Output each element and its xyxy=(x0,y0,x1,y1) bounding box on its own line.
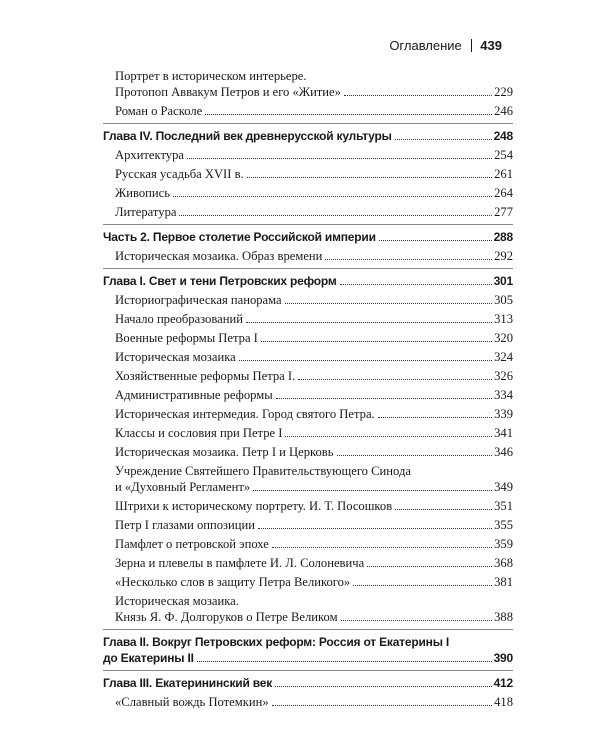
toc-entry[interactable] xyxy=(103,185,513,201)
toc-entry[interactable] xyxy=(103,292,513,308)
toc-entry[interactable] xyxy=(103,498,513,514)
toc-entry[interactable] xyxy=(103,166,513,182)
toc-chapter-entry[interactable] xyxy=(103,675,513,691)
running-header xyxy=(389,38,502,53)
toc-page-number: 229 xyxy=(494,85,513,99)
dot-leader xyxy=(272,547,492,548)
toc-entry-title: Часть 2. Первое столетие Российской империи xyxy=(103,230,376,244)
toc-section xyxy=(103,68,513,124)
toc-page-number: 305 xyxy=(494,293,513,307)
toc-entry[interactable] xyxy=(103,368,513,384)
toc-entry-title: Административные реформы xyxy=(115,388,273,402)
toc-entry[interactable] xyxy=(103,103,513,119)
toc-entry-title: Историческая интермедия. Город святого Петра. xyxy=(115,407,375,421)
toc-section xyxy=(103,128,513,225)
dot-leader xyxy=(341,620,493,621)
dot-leader xyxy=(325,259,492,260)
toc-entry[interactable] xyxy=(103,444,513,460)
toc-entry-title: Хозяйственные реформы Петра I. xyxy=(115,369,296,383)
dot-leader xyxy=(353,585,492,586)
toc-entry[interactable] xyxy=(103,330,513,346)
toc-entry[interactable] xyxy=(103,248,513,264)
dot-leader xyxy=(261,341,492,342)
toc-page-number: 390 xyxy=(493,651,513,665)
toc-entry-title: Архитектура xyxy=(115,148,184,162)
toc-chapter-entry[interactable] xyxy=(103,273,513,289)
toc-chapter-entry[interactable] xyxy=(103,650,513,666)
toc-entry-title: до Екатерины II xyxy=(103,651,194,665)
toc-entry-title: Историческая мозаика. xyxy=(115,594,239,608)
toc-page-number: 246 xyxy=(494,104,513,118)
toc-entry-title: «Славный вождь Потемкин» xyxy=(115,695,269,709)
toc-entry-title: Русская усадьба XVII в. xyxy=(115,167,244,181)
toc-page-number: 320 xyxy=(494,331,513,345)
toc-entry[interactable] xyxy=(103,574,513,590)
toc-entry-title: Историографическая панорама xyxy=(115,293,282,307)
toc-entry-title: Памфлет о петровской эпохе xyxy=(115,537,269,551)
toc-entry[interactable] xyxy=(103,536,513,552)
toc-page-number: 341 xyxy=(494,426,513,440)
toc-entry-title: Князь Я. Ф. Долгоруков о Петре Великом xyxy=(115,610,338,624)
toc-page-number: 418 xyxy=(494,695,513,709)
toc-page-number: 388 xyxy=(494,610,513,624)
toc-page-number: 355 xyxy=(494,518,513,532)
toc-section xyxy=(103,273,513,630)
toc-page-number: 264 xyxy=(494,186,513,200)
toc-page-number: 254 xyxy=(494,148,513,162)
dot-leader xyxy=(395,139,492,140)
toc-entry[interactable] xyxy=(103,479,513,495)
header-page-number: 439 xyxy=(480,38,502,53)
toc-entry[interactable] xyxy=(103,349,513,365)
toc-entry-title: Классы и сословия при Петре I xyxy=(115,426,283,440)
dot-leader xyxy=(285,436,492,437)
toc-page-number: 301 xyxy=(493,274,513,288)
toc-entry[interactable] xyxy=(103,463,513,479)
toc-entry[interactable] xyxy=(103,406,513,422)
toc-entry[interactable] xyxy=(103,517,513,533)
toc-page-number: 277 xyxy=(494,205,513,219)
toc-entry-title: Протопоп Аввакум Петров и его «Житие» xyxy=(115,85,341,99)
toc-entry[interactable] xyxy=(103,147,513,163)
header-separator xyxy=(471,39,473,52)
toc-entry[interactable] xyxy=(103,609,513,625)
toc-entry[interactable] xyxy=(103,593,513,609)
toc-page-number: 368 xyxy=(494,556,513,570)
dot-leader xyxy=(247,177,492,178)
dot-leader xyxy=(187,158,492,159)
table-of-contents xyxy=(103,68,513,718)
toc-page-number: 339 xyxy=(494,407,513,421)
toc-page-number: 292 xyxy=(494,249,513,263)
dot-leader xyxy=(344,95,492,96)
toc-entry-title: Глава II. Вокруг Петровских реформ: Россия от Екатерины I xyxy=(103,635,450,649)
toc-entry-title: Историческая мозаика xyxy=(115,350,236,364)
dot-leader xyxy=(246,322,492,323)
toc-entry-title: Глава III. Екатерининский век xyxy=(103,676,273,690)
toc-entry-title: Военные реформы Петра I xyxy=(115,331,258,345)
toc-chapter-entry[interactable] xyxy=(103,634,513,650)
dot-leader xyxy=(275,686,491,687)
toc-entry-title: Зерна и плевелы в памфлете И. Л. Солоневича xyxy=(115,556,365,570)
toc-chapter-entry[interactable] xyxy=(103,229,513,245)
toc-entry-title: Глава I. Свет и тени Петровских реформ xyxy=(103,274,337,288)
toc-chapter-entry[interactable] xyxy=(103,128,513,144)
dot-leader xyxy=(285,303,492,304)
toc-entry-title: Учреждение Святейшего Правительствующего Синода xyxy=(115,464,411,478)
toc-entry[interactable] xyxy=(103,425,513,441)
toc-entry-title: Глава IV. Последний век древнерусской культуры xyxy=(103,129,392,143)
toc-entry[interactable] xyxy=(103,84,513,100)
dot-leader xyxy=(239,360,492,361)
dot-leader xyxy=(253,490,492,491)
toc-section xyxy=(103,675,513,714)
toc-page-number: 346 xyxy=(494,445,513,459)
toc-entry-title: Литература xyxy=(115,205,177,219)
toc-entry-title: Живопись xyxy=(115,186,170,200)
toc-page-number: 313 xyxy=(494,312,513,326)
dot-leader xyxy=(378,417,492,418)
toc-entry[interactable] xyxy=(103,204,513,220)
toc-page-number: 324 xyxy=(494,350,513,364)
dot-leader xyxy=(276,398,492,399)
toc-entry-title: Роман о Расколе xyxy=(115,104,203,118)
toc-entry[interactable] xyxy=(103,68,513,84)
toc-entry-title: Начало преобразований xyxy=(115,312,243,326)
dot-leader xyxy=(298,379,492,380)
dot-leader xyxy=(395,509,492,510)
dot-leader xyxy=(379,240,492,241)
toc-page-number: 334 xyxy=(494,388,513,402)
dot-leader xyxy=(205,114,492,115)
dot-leader xyxy=(272,705,492,706)
toc-page-number: 288 xyxy=(493,230,513,244)
toc-page-number: 381 xyxy=(494,575,513,589)
dot-leader xyxy=(258,528,492,529)
toc-entry[interactable] xyxy=(103,555,513,571)
dot-leader xyxy=(197,661,492,662)
header-section-title: Оглавление xyxy=(389,38,462,53)
toc-section xyxy=(103,634,513,671)
dot-leader xyxy=(367,566,492,567)
toc-page-number: 261 xyxy=(494,167,513,181)
toc-page-number: 349 xyxy=(494,480,513,494)
dot-leader xyxy=(173,196,492,197)
toc-entry-title: Петр I глазами оппозиции xyxy=(115,518,255,532)
toc-entry-title: Историческая мозаика. Образ времени xyxy=(115,249,323,263)
toc-entry-title: Штрихи к историческому портрету. И. Т. Посошков xyxy=(115,499,393,513)
toc-entry-title: Историческая мозаика. Петр I и Церковь xyxy=(115,445,334,459)
toc-page-number: 351 xyxy=(494,499,513,513)
toc-page-number: 248 xyxy=(493,129,513,143)
toc-entry[interactable] xyxy=(103,387,513,403)
toc-entry-title: «Несколько слов в защиту Петра Великого» xyxy=(115,575,351,589)
toc-entry-title: и «Духовный Регламент» xyxy=(115,480,251,494)
toc-page-number: 359 xyxy=(494,537,513,551)
toc-entry[interactable] xyxy=(103,311,513,327)
toc-page-number: 412 xyxy=(493,676,513,690)
dot-leader xyxy=(340,284,492,285)
toc-entry-title: Портрет в историческом интерьере. xyxy=(115,69,307,83)
toc-entry[interactable] xyxy=(103,694,513,710)
dot-leader xyxy=(179,215,492,216)
toc-page-number: 326 xyxy=(494,369,513,383)
toc-section xyxy=(103,229,513,269)
dot-leader xyxy=(337,455,493,456)
